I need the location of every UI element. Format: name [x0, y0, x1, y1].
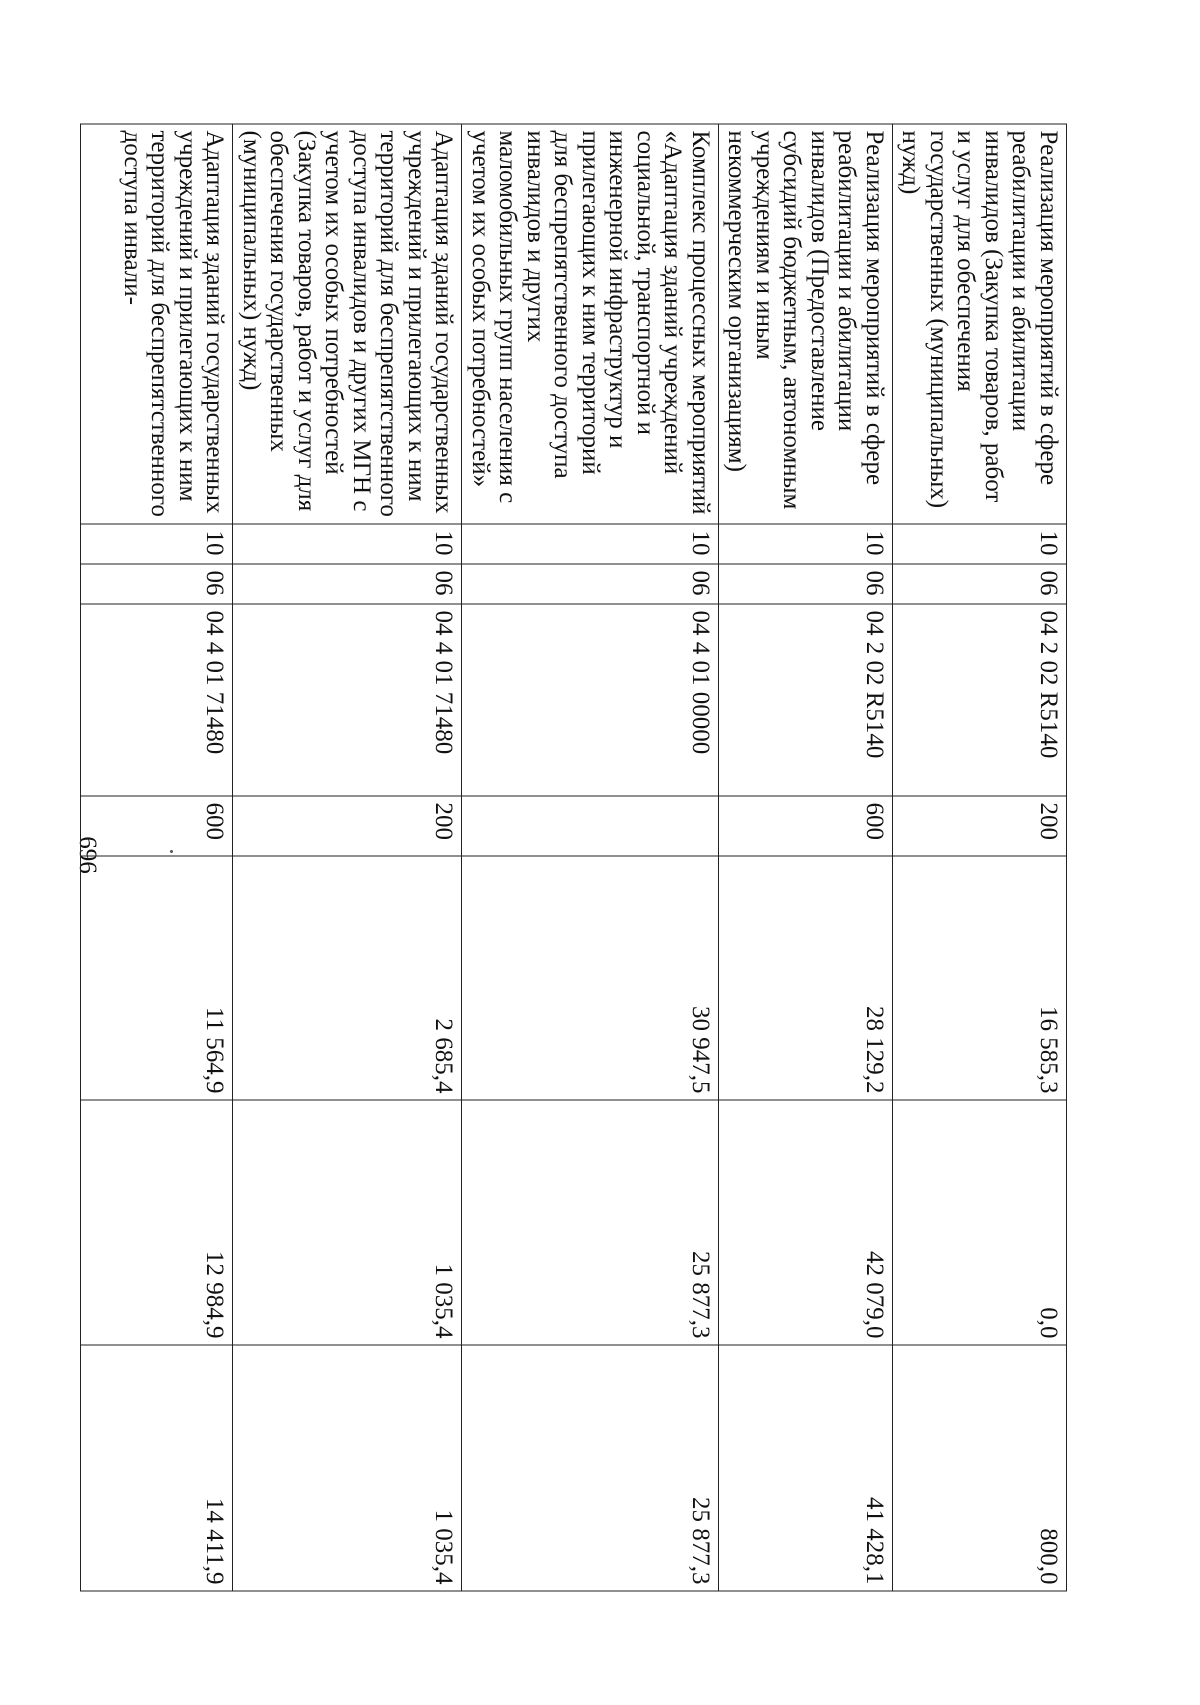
row-name: Реализация мероприятий в сфере реабилитации и абилитации инвалидов (Закупка товаров, работ и услуг для обеспечения государственных (муниципальных) нужд) [893, 124, 1067, 524]
row-vr: 600 [719, 796, 893, 856]
row-vr [462, 796, 719, 856]
row-name: Адаптация зданий государственных учреждений и прилегающих к ним территорий для беспрепятственного доступа инвали- [81, 124, 233, 524]
row-rz: 10 [81, 524, 233, 564]
row-rz: 10 [893, 524, 1067, 564]
row-sum3: 800,0 [893, 1345, 1067, 1591]
row-vr: 600 [81, 796, 233, 856]
row-sum1: 16 585,3 [893, 856, 1067, 1100]
row-pr: 06 [893, 564, 1067, 604]
row-csr: 04 4 01 71480 [81, 604, 233, 796]
row-pr: 06 [719, 564, 893, 604]
row-name: Реализация мероприятий в сфере реабилитации и абилитации инвалидов (Предоставление субсидий бюджетным, автономным учреждениям и иным некоммерческим организациям) [719, 124, 893, 524]
row-sum2: 25 877,3 [462, 1100, 719, 1345]
row-csr: 04 2 02 R5140 [719, 604, 893, 796]
row-sum3: 1 035,4 [233, 1345, 462, 1591]
row-csr: 04 4 01 00000 [462, 604, 719, 796]
row-sum1: 30 947,5 [462, 856, 719, 1100]
row-pr: 06 [462, 564, 719, 604]
row-sum3: 25 877,3 [462, 1345, 719, 1591]
row-rz: 10 [462, 524, 719, 564]
table-row [893, 124, 1067, 1591]
row-sum2: 12 984,9 [81, 1100, 233, 1345]
row-sum1: 2 685,4 [233, 856, 462, 1100]
row-csr: 04 2 02 R5140 [893, 604, 1067, 796]
row-vr: 200 [233, 796, 462, 856]
table-row [81, 124, 233, 1591]
row-pr: 06 [81, 564, 233, 604]
table-row [719, 124, 893, 1591]
budget-table [81, 124, 1068, 1592]
row-name: Адаптация зданий государственных учреждений и прилегающих к ним территорий для беспрепятственного доступа инвалидов и других МГН с учетом их особых потребностей (Закупка товаров, работ и услуг для обеспечения государственных (муниципальных) нужд) [233, 124, 462, 524]
table-row [233, 124, 462, 1591]
row-sum3: 14 411,9 [81, 1345, 233, 1591]
row-name: Комплекс процессных мероприятий «Адаптация зданий учреждений социальной, транспортной и инженерной инфраструктур и прилегающих к ним территорий для беспрепятственного доступа инвалидов и других маломобильных групп населения с учетом их особых потребностей» [462, 124, 719, 524]
row-rz: 10 [719, 524, 893, 564]
row-sum2: 1 035,4 [233, 1100, 462, 1345]
row-csr: 04 4 01 71480 [233, 604, 462, 796]
row-rz: 10 [233, 524, 462, 564]
table-row [462, 124, 719, 1591]
row-sum1: 28 129,2 [719, 856, 893, 1100]
row-sum2: 0,0 [893, 1100, 1067, 1345]
row-sum1: 11 564,9 [81, 856, 233, 1100]
row-pr: 06 [233, 564, 462, 604]
rotated-table-container [119, 124, 1067, 1591]
row-sum3: 41 428,1 [719, 1345, 893, 1591]
page-number: 696 [74, 836, 101, 874]
row-vr: 200 [893, 796, 1067, 856]
row-sum2: 42 079,0 [719, 1100, 893, 1345]
